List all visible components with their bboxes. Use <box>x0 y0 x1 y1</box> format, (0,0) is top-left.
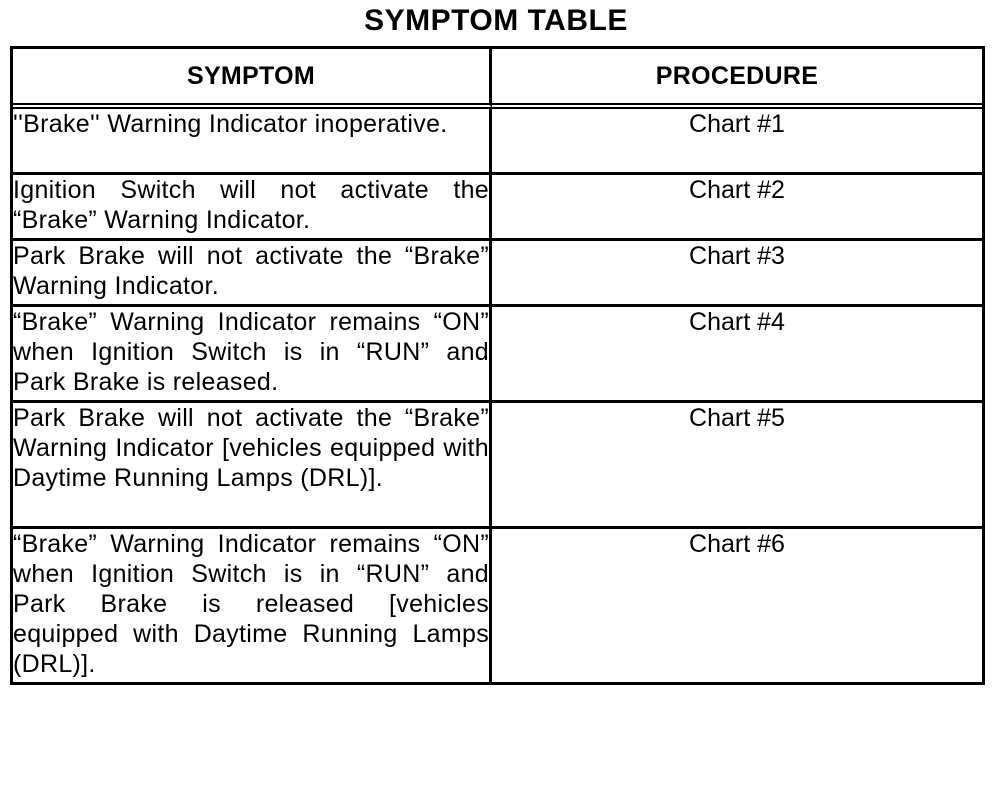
table-row <box>13 403 982 529</box>
symptom-cell: Park Brake will not activate the “Brake” Warning Indicator [vehicles equipped with Daytime Running Lamps (DRL)]. <box>13 403 492 529</box>
table-row <box>13 307 982 403</box>
table-row <box>13 529 982 682</box>
procedure-cell: Chart #6 <box>689 530 785 558</box>
table-row <box>13 175 982 241</box>
column-header-procedure: PROCEDURE <box>492 49 982 109</box>
page-title: SYMPTOM TABLE <box>364 4 628 37</box>
symptom-cell: Park Brake will not activate the “Brake” Warning Indicator. <box>13 241 492 307</box>
procedure-cell: Chart #2 <box>492 175 982 241</box>
procedure-cell: Chart #5 <box>492 403 982 529</box>
symptom-cell: Ignition Switch will not activate the “Brake” Warning Indicator. <box>13 175 492 241</box>
symptom-cell: “Brake” Warning Indicator remains “ON” when Ignition Switch is in “RUN” and Park Brake is released [vehicles equipped with Daytime Running Lamps (DRL)]. <box>13 529 492 682</box>
procedure-cell: Chart #4 <box>492 307 982 403</box>
procedure-cell: Chart #3 <box>492 241 982 307</box>
symptom-cell: ''Brake'' Warning Indicator inoperative. <box>13 109 492 175</box>
table-header-row <box>13 49 982 109</box>
symptom-table-container <box>10 46 982 685</box>
procedure-cell: Chart #1 <box>492 109 982 175</box>
table-row <box>13 109 982 175</box>
table-row <box>13 241 982 307</box>
symptom-table <box>10 46 985 685</box>
symptom-cell: “Brake” Warning Indicator remains “ON” when Ignition Switch is in “RUN” and Park Brake is released. <box>13 307 492 403</box>
column-header-symptom: SYMPTOM <box>13 49 492 109</box>
